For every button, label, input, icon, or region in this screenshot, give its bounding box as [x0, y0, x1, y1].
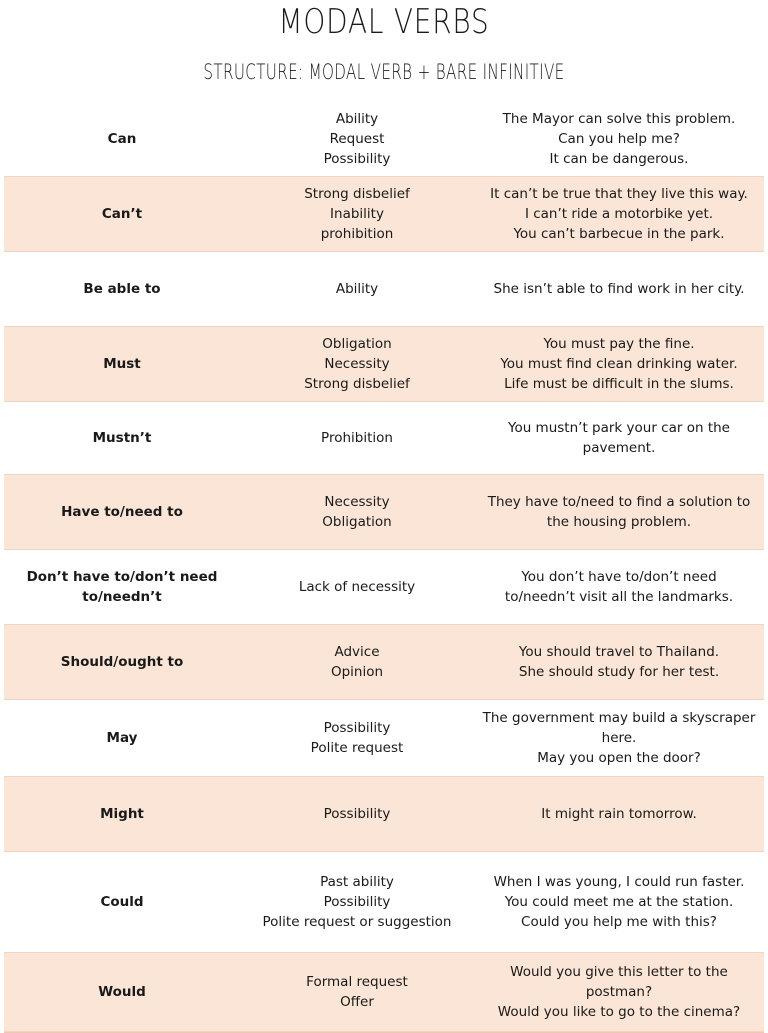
page-title: MODAL VERBS [278, 2, 490, 42]
modal-verb-cell [4, 550, 240, 624]
table-row [4, 102, 764, 177]
example-text: Could you help me with this? [521, 914, 717, 930]
use-cell [240, 625, 474, 699]
example-text: to/needn’t visit all the landmarks. [504, 589, 734, 605]
table-row [4, 852, 764, 953]
table-row [4, 625, 764, 700]
modal-verbs-table [4, 102, 764, 1033]
modal-verb-cell [4, 777, 240, 851]
example-cell [474, 475, 764, 549]
table-row [4, 475, 764, 550]
use-text: Strong disbelief [304, 186, 410, 202]
use-text: Advice [334, 644, 380, 660]
use-text: Possibility [323, 151, 391, 167]
example-cell [474, 625, 764, 699]
modal-verb-text: Would [98, 984, 146, 1000]
modal-verb-text: May [106, 730, 138, 746]
modal-verb-text: Must [103, 356, 141, 372]
example-cell [474, 777, 764, 851]
example-text: The Mayor can solve this problem. [502, 111, 736, 127]
modal-verb-cell [4, 327, 240, 401]
use-cell [240, 953, 474, 1031]
example-text: You mustn’t park your car on the [508, 420, 730, 436]
modal-verb-text: Can’t [101, 206, 143, 222]
table-row [4, 177, 764, 252]
example-text: When I was young, I could run faster. [493, 874, 745, 890]
modal-verb-cell [4, 102, 240, 176]
example-cell [474, 177, 764, 251]
example-text: It can be dangerous. [549, 151, 689, 167]
example-text: You must pay the fine. [543, 336, 695, 352]
modal-verb-cell [4, 402, 240, 474]
modal-verb-cell [4, 177, 240, 251]
example-cell [474, 402, 764, 474]
example-cell [474, 327, 764, 401]
example-cell [474, 102, 764, 176]
modal-verb-text: Should/ought to [60, 654, 184, 670]
modal-verb-text: Have to/need to [61, 504, 183, 520]
table-row [4, 402, 764, 475]
use-cell [240, 700, 474, 776]
example-cell [474, 700, 764, 776]
example-text: You must find clean drinking water. [500, 356, 738, 372]
table-row [4, 550, 764, 625]
modal-verb-text: Mustn’t [92, 430, 152, 446]
example-text: She isn’t able to find work in her city. [493, 281, 745, 297]
use-text: Necessity [324, 494, 390, 510]
example-cell [474, 252, 764, 326]
example-text: You don’t have to/don’t need [521, 569, 717, 585]
modal-verb-cell [4, 852, 240, 952]
use-cell [240, 327, 474, 401]
modal-verb-cell [4, 953, 240, 1031]
use-text: Polite request [310, 740, 404, 756]
example-text: You can’t barbecue in the park. [513, 226, 725, 242]
modal-verb-text: to/needn’t [82, 589, 162, 605]
modal-verb-text: Be able to [83, 281, 161, 297]
modal-verb-cell [4, 700, 240, 776]
example-text: May you open the door? [537, 750, 701, 766]
modal-verb-text: Can [107, 131, 137, 147]
example-text: The government may build a skyscraper [482, 710, 756, 726]
modal-verb-text: Could [100, 894, 144, 910]
table-row [4, 252, 764, 327]
example-text: You could meet me at the station. [504, 894, 734, 910]
example-text: It can’t be true that they live this way. [490, 186, 748, 202]
example-text: She should study for her test. [518, 664, 720, 680]
example-text: the housing problem. [546, 514, 692, 530]
use-cell [240, 550, 474, 624]
use-text: Lack of necessity [298, 579, 416, 595]
use-text: Request [329, 131, 385, 147]
example-text: I can’t ride a motorbike yet. [524, 206, 714, 222]
example-text: here. [601, 730, 637, 746]
use-cell [240, 102, 474, 176]
use-text: Obligation [322, 336, 392, 352]
use-cell [240, 852, 474, 952]
use-text: Past ability [320, 874, 394, 890]
page-subtitle: STRUCTURE: MODAL VERB + BARE INFINITIVE [203, 60, 565, 84]
use-cell [240, 475, 474, 549]
example-text: You should travel to Thailand. [518, 644, 720, 660]
table-row [4, 777, 764, 852]
example-text: They have to/need to find a solution to [487, 494, 751, 510]
use-text: Ability [335, 281, 379, 297]
table-row [4, 700, 764, 777]
modal-verb-text: Might [100, 806, 144, 822]
table-row [4, 327, 764, 402]
use-text: Polite request or suggestion [262, 914, 452, 930]
use-text: Obligation [322, 514, 392, 530]
use-text: Offer [340, 994, 374, 1010]
example-text: Would you like to go to the cinema? [497, 1004, 741, 1020]
example-text: Would you give this letter to the [510, 964, 728, 980]
use-text: prohibition [320, 226, 394, 242]
example-text: pavement. [582, 440, 656, 456]
use-text: Opinion [330, 664, 384, 680]
modal-verb-cell [4, 475, 240, 549]
example-cell [474, 852, 764, 952]
use-text: Strong disbelief [304, 376, 410, 392]
example-text: postman? [585, 984, 653, 1000]
use-text: Formal request [306, 974, 408, 990]
example-text: Life must be difficult in the slums. [504, 376, 734, 392]
use-cell [240, 402, 474, 474]
use-text: Possibility [323, 720, 391, 736]
use-text: Inability [330, 206, 384, 222]
use-cell [240, 777, 474, 851]
modal-verb-cell [4, 625, 240, 699]
modal-verb-cell [4, 252, 240, 326]
modal-verb-text: Don’t have to/don’t need [26, 569, 218, 585]
table-row [4, 953, 764, 1032]
use-text: Possibility [323, 894, 391, 910]
use-text: Ability [335, 111, 379, 127]
example-text: Can you help me? [558, 131, 680, 147]
use-text: Prohibition [321, 430, 393, 446]
use-text: Possibility [323, 806, 391, 822]
use-cell [240, 252, 474, 326]
example-cell [474, 550, 764, 624]
example-cell [474, 953, 764, 1031]
example-text: It might rain tomorrow. [541, 806, 697, 822]
use-text: Necessity [324, 356, 390, 372]
use-cell [240, 177, 474, 251]
